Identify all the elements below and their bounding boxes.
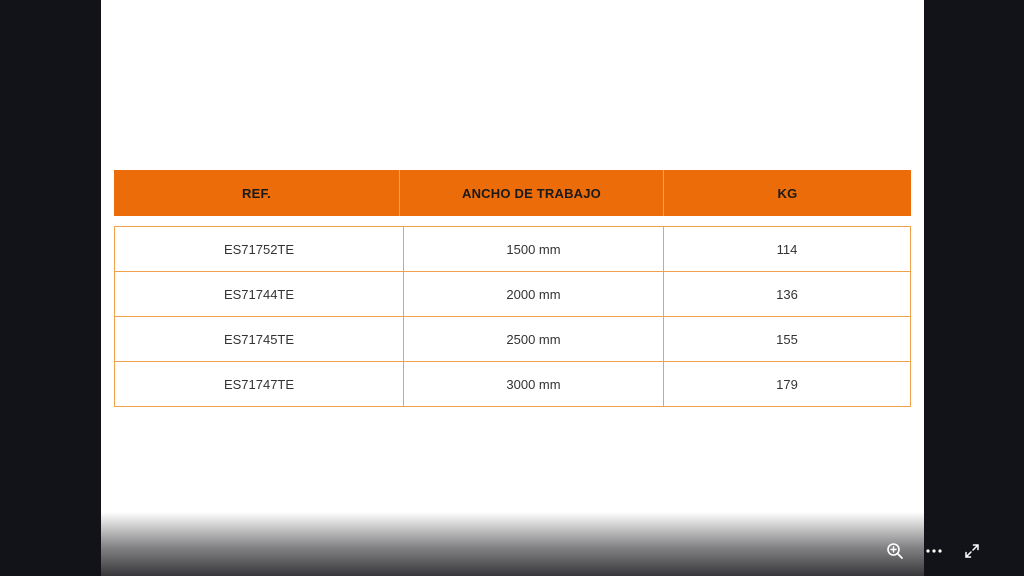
zoom-in-icon (886, 542, 904, 560)
cell-kg: 155 (776, 331, 798, 347)
table-row (115, 316, 910, 361)
cell-width: 1500 mm (404, 227, 664, 271)
cell-kg: 179 (776, 376, 798, 392)
fullscreen-button[interactable] (961, 540, 983, 562)
fullscreen-icon (963, 542, 981, 560)
spec-table (114, 226, 911, 407)
cell-kg: 114 (776, 241, 798, 257)
header-ancho-de-trabajo: ANCHO DE TRABAJO (400, 170, 664, 216)
zoom-in-button[interactable] (884, 540, 906, 562)
viewer-controls (884, 526, 1024, 576)
more-options-icon (925, 542, 943, 560)
cell-width: 3000 mm (404, 362, 664, 406)
header-kg: KG (777, 185, 798, 201)
more-options-button[interactable] (923, 540, 945, 562)
table-header-row (114, 170, 911, 216)
table-row (115, 361, 910, 406)
header-ref: REF. (114, 170, 400, 216)
table-row (115, 271, 910, 316)
document-page (101, 0, 924, 576)
cell-width: 2500 mm (404, 317, 664, 361)
cell-ref: ES71744TE (115, 272, 404, 316)
cell-ref: ES71752TE (115, 227, 404, 271)
table-row (115, 227, 910, 271)
cell-width: 2000 mm (404, 272, 664, 316)
cell-ref: ES71745TE (115, 317, 404, 361)
cell-ref: ES71747TE (115, 362, 404, 406)
cell-kg: 136 (776, 286, 798, 302)
